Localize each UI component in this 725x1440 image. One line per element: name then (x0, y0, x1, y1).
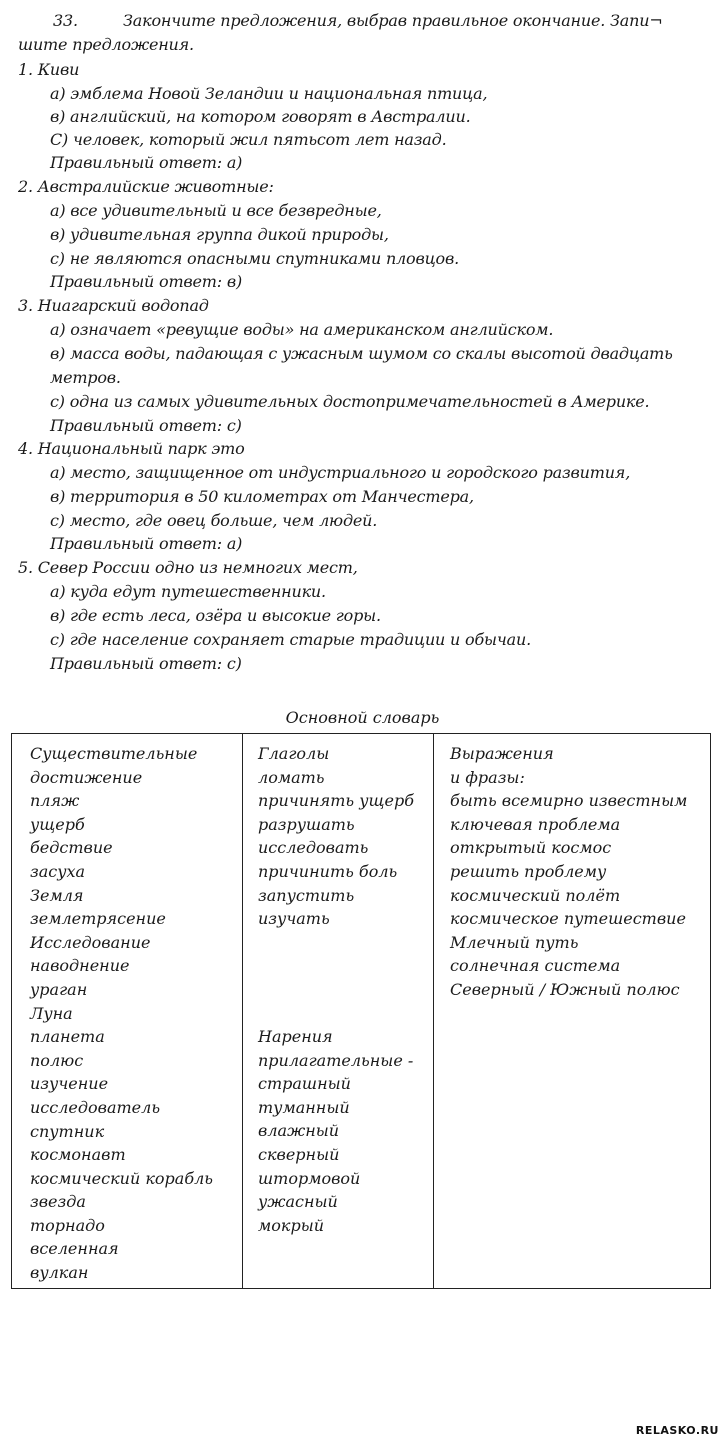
question-4-answer: Правильный ответ: а) (50, 534, 243, 553)
list-item: звезда (30, 1192, 86, 1212)
list-item: изучение (30, 1074, 109, 1094)
list-item: Млечный путь (450, 932, 579, 952)
dictionary-table (11, 733, 711, 1289)
list-item: ломать (258, 767, 325, 787)
list-item: туманный (258, 1097, 350, 1117)
list-item: достижение (30, 767, 143, 787)
list-item: решить проблему (450, 861, 607, 881)
column-header: и фразы: (450, 767, 525, 787)
task-number: 33. (53, 11, 78, 30)
list-item: быть всемирно известным (450, 791, 688, 811)
question-2-option-a: а) все удивительный и все безвредные, (50, 201, 382, 220)
adjectives-column (258, 1025, 413, 1237)
list-item: ключевая проблема (450, 814, 621, 834)
question-5-option-a: а) куда едут путешественники. (50, 582, 326, 601)
question-1-option-b: в) английский, на котором говорят в Австралии. (50, 107, 471, 126)
question-4-stem: 4. Национальный парк это (18, 439, 245, 458)
question-3-option-a: а) означает «ревущие воды» на американском английском. (50, 320, 554, 339)
question-3-option-c: с) одна из самых удивительных достопримечательностей в Америке. (50, 392, 650, 411)
list-item: разрушать (258, 814, 355, 834)
list-item: ураган (30, 979, 88, 999)
question-1-option-a: а) эмблема Новой Зеландии и национальная птица, (50, 84, 488, 103)
question-3-stem: 3. Ниагарский водопад (18, 296, 209, 315)
list-item: причинить боль (258, 861, 398, 881)
list-item: бедствие (30, 838, 113, 858)
list-item: исследовать (258, 838, 369, 858)
site-watermark: RELASKO.RU (635, 1424, 719, 1437)
list-item: ущерб (30, 814, 85, 834)
list-item: космический полёт (450, 885, 621, 905)
list-item: штормовой (258, 1168, 361, 1188)
phrases-column (450, 742, 687, 1002)
list-item: открытый космос (450, 838, 612, 858)
question-5-stem: 5. Север России одно из немногих мест, (18, 558, 358, 577)
list-item: изучать (258, 909, 330, 929)
question-4-option-b: в) территория в 50 километрах от Манчестера, (50, 487, 474, 506)
list-item: солнечная система (450, 956, 621, 976)
list-item: засуха (30, 861, 86, 881)
list-item: землетрясение (30, 909, 166, 929)
column-header: Глаголы (258, 744, 330, 763)
question-3-answer: Правильный ответ: с) (50, 416, 242, 435)
list-item: скверный (258, 1144, 340, 1164)
task-instruction: Закончите предложения, выбрав правильное окончание. Запи¬ (123, 11, 663, 30)
question-1-answer: Правильный ответ: а) (50, 153, 243, 172)
list-item: страшный (258, 1074, 351, 1094)
list-item: запустить (258, 885, 355, 905)
question-2-stem: 2. Австралийские животные: (18, 177, 274, 196)
column-divider (433, 734, 434, 1288)
column-header: Существительные (30, 744, 198, 763)
question-2-answer: Правильный ответ: в) (50, 272, 243, 291)
column-header: прилагательные - (258, 1050, 414, 1070)
list-item: мокрый (258, 1215, 325, 1235)
list-item: ужасный (258, 1192, 338, 1212)
question-5-answer: Правильный ответ: с) (50, 654, 242, 673)
list-item: космонавт (30, 1145, 126, 1165)
question-1-stem: 1. Киви (18, 60, 80, 79)
column-divider (242, 734, 243, 1288)
question-4-option-c: с) место, где овец больше, чем людей. (50, 511, 378, 530)
list-item: торнадо (30, 1215, 105, 1235)
question-1-option-c: С) человек, который жил пятьсот лет назад. (50, 130, 447, 149)
list-item: космический корабль (30, 1168, 213, 1188)
list-item: полюс (30, 1050, 84, 1070)
column-header: Нарения (258, 1027, 333, 1046)
question-2-option-c: с) не являются опасными спутниками пловцов. (50, 249, 459, 268)
task-instruction-continued: шите предложения. (18, 35, 194, 54)
column-header: Выражения (450, 744, 554, 763)
question-3-option-b: в) масса воды, падающая с ужасным шумом со скалы высотой двадцать (50, 344, 673, 363)
list-item: спутник (30, 1121, 105, 1141)
list-item: Луна (30, 1003, 73, 1023)
question-5-option-b: в) где есть леса, озёра и высокие горы. (50, 606, 381, 625)
verbs-column (258, 742, 414, 931)
list-item: влажный (258, 1121, 340, 1141)
list-item: Северный / Южный полюс (450, 979, 680, 999)
question-3-option-b-continued: метров. (50, 368, 121, 387)
list-item: вселенная (30, 1239, 119, 1259)
nouns-column (30, 742, 213, 1285)
list-item: космическое путешествие (450, 909, 686, 929)
list-item: наводнение (30, 956, 130, 976)
task-header (53, 10, 663, 32)
dictionary-title: Основной словарь (285, 708, 440, 727)
list-item: исследователь (30, 1097, 161, 1117)
question-4-option-a: а) место, защищенное от индустриального и городского развития, (50, 463, 631, 482)
list-item: причинять ущерб (258, 791, 414, 811)
question-5-option-c: с) где население сохраняет старые традиции и обычаи. (50, 630, 531, 649)
list-item: пляж (30, 791, 80, 811)
list-item: вулкан (30, 1263, 89, 1283)
list-item: Исследование (30, 932, 151, 952)
list-item: планета (30, 1027, 105, 1047)
question-2-option-b: в) удивительная группа дикой природы, (50, 225, 389, 244)
list-item: Земля (30, 885, 84, 905)
